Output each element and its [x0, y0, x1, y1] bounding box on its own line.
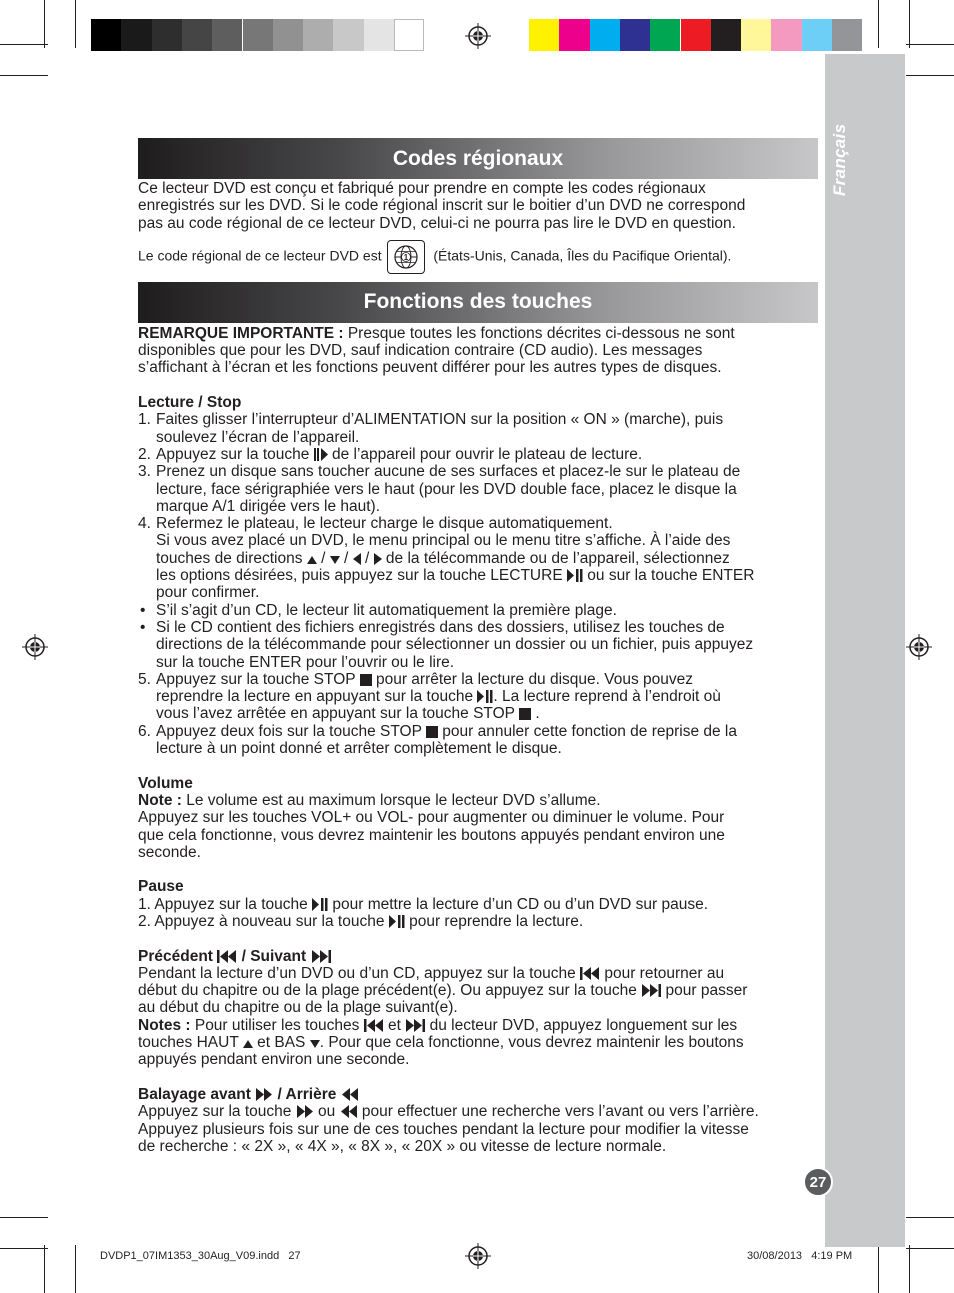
step-text — [138, 688, 818, 705]
color-swatch — [121, 19, 151, 51]
region-list-text: (États-Unis, Canada, Îles du Pacifique Oriental). — [433, 247, 732, 264]
list-item — [138, 913, 818, 930]
color-swatch — [394, 19, 424, 51]
step-text: de l’appareil pour ouvrir le plateau de lecture. — [332, 445, 643, 463]
language-label: Français — [830, 123, 849, 197]
step-text: Prenez un disque sans toucher aucune de ses surfaces et placez-le sur le plateau de — [156, 463, 741, 481]
skip-next-icon — [641, 984, 661, 997]
rewind-icon — [341, 1088, 359, 1101]
step-number: 4. — [138, 515, 151, 533]
body-text: pour retourner au — [604, 964, 725, 982]
bullet: • — [140, 601, 146, 619]
body-text: et — [388, 1016, 401, 1034]
color-swatch — [91, 19, 121, 51]
step-text: lecture, face sérigraphiée vers le haut (pour les DVD double face, placez le disque la — [156, 480, 737, 498]
color-swatch — [333, 19, 363, 51]
notes-label: Notes : — [138, 1016, 191, 1034]
heading-text: Pause — [138, 878, 184, 896]
step-text: Appuyez à nouveau sur la touche — [154, 912, 385, 930]
region-intro-line: Ce lecteur DVD est conçu et fabriqué pour prendre en compte les codes régionaux — [138, 180, 706, 197]
scan-text: de recherche : « 2X », « 4X », « 8X », « 20X » ou vitesse de lecture normale. — [138, 1137, 667, 1155]
skip-next-icon — [405, 1019, 425, 1032]
step-text — [138, 550, 818, 567]
rewind-icon — [340, 1105, 358, 1118]
step-number: 2. — [138, 445, 151, 463]
color-swatch — [771, 19, 801, 51]
step-text: Appuyez sur la touche — [156, 445, 310, 463]
footer-file-name: DVDP1_07IM1353_30Aug_V09.indd 27 — [100, 1250, 301, 1262]
fast-forward-icon — [296, 1105, 314, 1118]
step-text: Appuyez deux fois sur la touche STOP — [156, 722, 422, 740]
step-text — [138, 705, 818, 722]
step-text — [138, 567, 818, 584]
arrow-up-icon — [307, 555, 317, 565]
skip-previous-icon — [217, 950, 237, 963]
play-pause-icon — [567, 569, 583, 582]
region-intro-line: enregistrés sur les DVD. Si le code régional inscrit sur le boitier d’un DVD ne correspond — [138, 197, 746, 215]
registration-mark-icon — [465, 23, 491, 49]
prev-next-notes — [138, 1034, 818, 1051]
region-code-line — [138, 240, 818, 274]
section-title-region-codes: Codes régionaux — [138, 138, 818, 179]
color-swatch — [650, 19, 680, 51]
color-swatch — [303, 19, 333, 51]
step-text: pour mettre la lecture d’un CD ou d’un DVD sur pause. — [332, 895, 709, 913]
volume-text: seconde. — [138, 843, 201, 861]
prev-next-text — [138, 965, 818, 982]
region-intro-line: pas au code régional de ce lecteur DVD, celui-ci ne pourra pas lire le DVD en question. — [138, 214, 736, 232]
color-swatch — [529, 19, 559, 51]
section-title-button-functions: Fonctions des touches — [138, 282, 818, 323]
prev-next-notes: appuyés pendant environ une seconde. — [138, 1051, 410, 1069]
step-text: soulevez l’écran de l’appareil. — [156, 428, 360, 446]
step-text: pour confirmer. — [156, 584, 260, 602]
bullet-text: Si le CD contient des fichiers enregistrés dans des dossiers, utilisez les touches de — [156, 618, 725, 636]
arrow-down-icon — [310, 1039, 320, 1049]
step-text: Faites glisser l’interrupteur d’ALIMENTATION sur la position « ON » (marche), puis — [156, 411, 724, 429]
prev-next-text — [138, 982, 818, 999]
scan-text — [138, 1103, 818, 1120]
step-text: . — [531, 705, 540, 723]
bullet-text: S’il s’agit d’un CD, le lecteur lit automatiquement la première plage. — [156, 601, 617, 619]
important-remark — [138, 325, 818, 342]
body-text: pour effectuer une recherche vers l’avant ou vers l’arrière. — [361, 1103, 759, 1121]
play-pause-icon — [389, 915, 405, 928]
color-swatch — [620, 19, 650, 51]
color-swatch — [681, 19, 711, 51]
arrow-up-icon — [243, 1039, 253, 1049]
heading-text: / Suivant — [241, 947, 307, 965]
body-text: pour passer — [665, 982, 748, 1000]
separator: / — [364, 549, 370, 567]
list-item — [138, 896, 818, 913]
step-text: pour arrêter la lecture du disque. Vous pouvez — [375, 670, 694, 688]
color-swatch — [559, 19, 589, 51]
separator: / — [344, 549, 349, 567]
color-swatch — [802, 19, 832, 51]
step-text: reprendre la lecture en appuyant sur la touche — [156, 688, 474, 706]
list-item — [138, 671, 818, 688]
arrow-down-icon — [330, 555, 340, 565]
color-swatch — [590, 19, 620, 51]
step-text: marque A/1 dirigée vers le haut). — [156, 497, 381, 515]
list-item — [138, 619, 818, 636]
step-text: Si vous avez placé un DVD, le menu principal ou le menu titre s’affiche. À l’aide des — [156, 532, 731, 550]
step-text: Refermez le plateau, le lecteur charge le disque automatiquement. — [156, 515, 613, 533]
arrow-right-icon — [374, 553, 382, 565]
list-item — [138, 411, 818, 428]
body-text: touches HAUT — [138, 1034, 239, 1052]
region-code-number: 1 — [404, 252, 409, 262]
bullet-text: directions de la télécommande pour sélectionner un dossier ou un fichier, puis appuyez — [156, 636, 754, 654]
body-text: Pour utiliser les touches — [190, 1016, 360, 1034]
language-side-tab — [825, 54, 905, 1247]
body-text: Appuyez sur la touche — [138, 1103, 292, 1121]
step-number: 1. — [138, 411, 151, 429]
color-swatch — [212, 19, 242, 51]
remark-line: s’affichant à l’écran et les fonctions peuvent différer pour les autres types de disques. — [138, 359, 722, 377]
step-number: 6. — [138, 722, 151, 740]
color-swatch — [711, 19, 741, 51]
step-text: Appuyez sur la touche STOP — [156, 670, 356, 688]
heading-text: Précédent — [138, 947, 213, 965]
heading-volume — [138, 775, 818, 792]
note-text: Le volume est au maximum lorsque le lecteur DVD s’allume. — [181, 791, 601, 809]
color-swatch — [243, 19, 273, 51]
list-item — [138, 723, 818, 740]
color-swatch — [832, 19, 862, 51]
step-text: Appuyez sur la touche — [154, 895, 308, 913]
remark-label: REMARQUE IMPORTANTE : — [138, 324, 344, 342]
body-text: du lecteur DVD, appuyez longuement sur les — [429, 1016, 738, 1034]
registration-mark-icon — [22, 634, 48, 660]
stop-icon — [426, 726, 438, 738]
step-number: 1. — [138, 895, 151, 913]
registration-mark-icon — [465, 1243, 491, 1269]
step-number: 3. — [138, 463, 151, 481]
body-text: et BAS — [257, 1034, 306, 1052]
bullet: • — [140, 618, 146, 636]
heading-previous-next — [138, 948, 818, 965]
step-text: les options désirées, puis appuyez sur la touche LECTURE — [156, 567, 563, 585]
list-item — [138, 602, 818, 619]
skip-previous-icon — [580, 967, 600, 980]
heading-pause — [138, 878, 818, 895]
list-item — [138, 515, 818, 532]
step-text: touches de directions — [156, 549, 303, 567]
body-text: Pendant la lecture d’un DVD ou d’un CD, appuyez sur la touche — [138, 964, 576, 982]
heading-play-stop — [138, 394, 818, 411]
heading-text: Volume — [138, 774, 193, 792]
step-text: ou sur la touche ENTER — [587, 567, 755, 585]
remark-line: disponibles que pour les DVD, sauf indication contraire (CD audio). Les messages — [138, 342, 703, 360]
step-number: 5. — [138, 670, 151, 688]
remark-text: Presque toutes les fonctions décrites ci-dessous ne sont — [343, 324, 735, 342]
volume-text: Appuyez sur les touches VOL+ ou VOL- pour augmenter ou diminuer le volume. Pour — [138, 809, 725, 827]
prev-next-text: au début du chapitre ou de la plage suivant(e). — [138, 999, 458, 1017]
step-text: vous l’avez arrêtée en appuyant sur la touche STOP — [156, 705, 515, 723]
footer-date: 30/08/2013 4:19 PM — [747, 1250, 853, 1262]
play-pause-icon — [312, 898, 328, 911]
separator: / — [321, 549, 326, 567]
prev-next-notes — [138, 1017, 818, 1034]
stop-icon — [360, 674, 372, 686]
page-content — [138, 138, 818, 1155]
heading-text: / Arrière — [277, 1085, 337, 1103]
stop-icon — [519, 708, 531, 720]
body-text: ou — [318, 1103, 336, 1121]
step-text: lecture à un point donné et arrêter complètement le disque. — [156, 740, 562, 758]
page-number: 27 — [803, 1167, 833, 1197]
note-label: Note : — [138, 791, 182, 809]
bullet-text: sur la touche ENTER pour l’ouvrir ou le lire. — [156, 653, 455, 671]
heading-text: Balayage avant — [138, 1085, 251, 1103]
heading-scan — [138, 1086, 818, 1103]
step-number: 2. — [138, 912, 151, 930]
registration-mark-icon — [906, 634, 932, 660]
arrow-left-icon — [353, 553, 361, 565]
body-text: début du chapitre ou de la plage précédent(e). Ou appuyez sur la touche — [138, 982, 637, 1000]
step-text: pour reprendre la lecture. — [409, 912, 584, 930]
color-swatch — [364, 19, 394, 51]
list-item — [138, 463, 818, 480]
heading-text: Lecture / Stop — [138, 394, 242, 412]
fast-forward-icon — [255, 1088, 273, 1101]
color-swatch — [152, 19, 182, 51]
skip-previous-icon — [364, 1019, 384, 1032]
volume-note — [138, 792, 818, 809]
skip-next-icon — [311, 950, 331, 963]
play-pause-icon — [477, 690, 493, 703]
region-code-text: Le code régional de ce lecteur DVD est — [138, 247, 382, 264]
step-text: de la télécommande ou de l’appareil, sélectionnez — [385, 549, 730, 567]
color-swatch — [273, 19, 303, 51]
scan-text: Appuyez plusieurs fois sur une de ces touches pendant la lecture pour modifier la vitesse — [138, 1120, 749, 1138]
color-swatch — [182, 19, 212, 51]
step-text: pour annuler cette fonction de reprise de la — [442, 722, 737, 740]
open-tray-icon — [314, 448, 328, 461]
color-swatch — [741, 19, 771, 51]
body-text: . Pour que cela fonctionne, vous devrez maintenir les boutons — [319, 1034, 744, 1052]
globe-icon — [393, 244, 419, 270]
region-globe-icon — [387, 240, 425, 274]
list-item — [138, 446, 818, 463]
volume-text: que cela fonctionne, vous devrez maintenir les boutons appuyés pendant environ une — [138, 826, 725, 844]
step-text: . La lecture reprend à l’endroit où — [493, 688, 721, 706]
